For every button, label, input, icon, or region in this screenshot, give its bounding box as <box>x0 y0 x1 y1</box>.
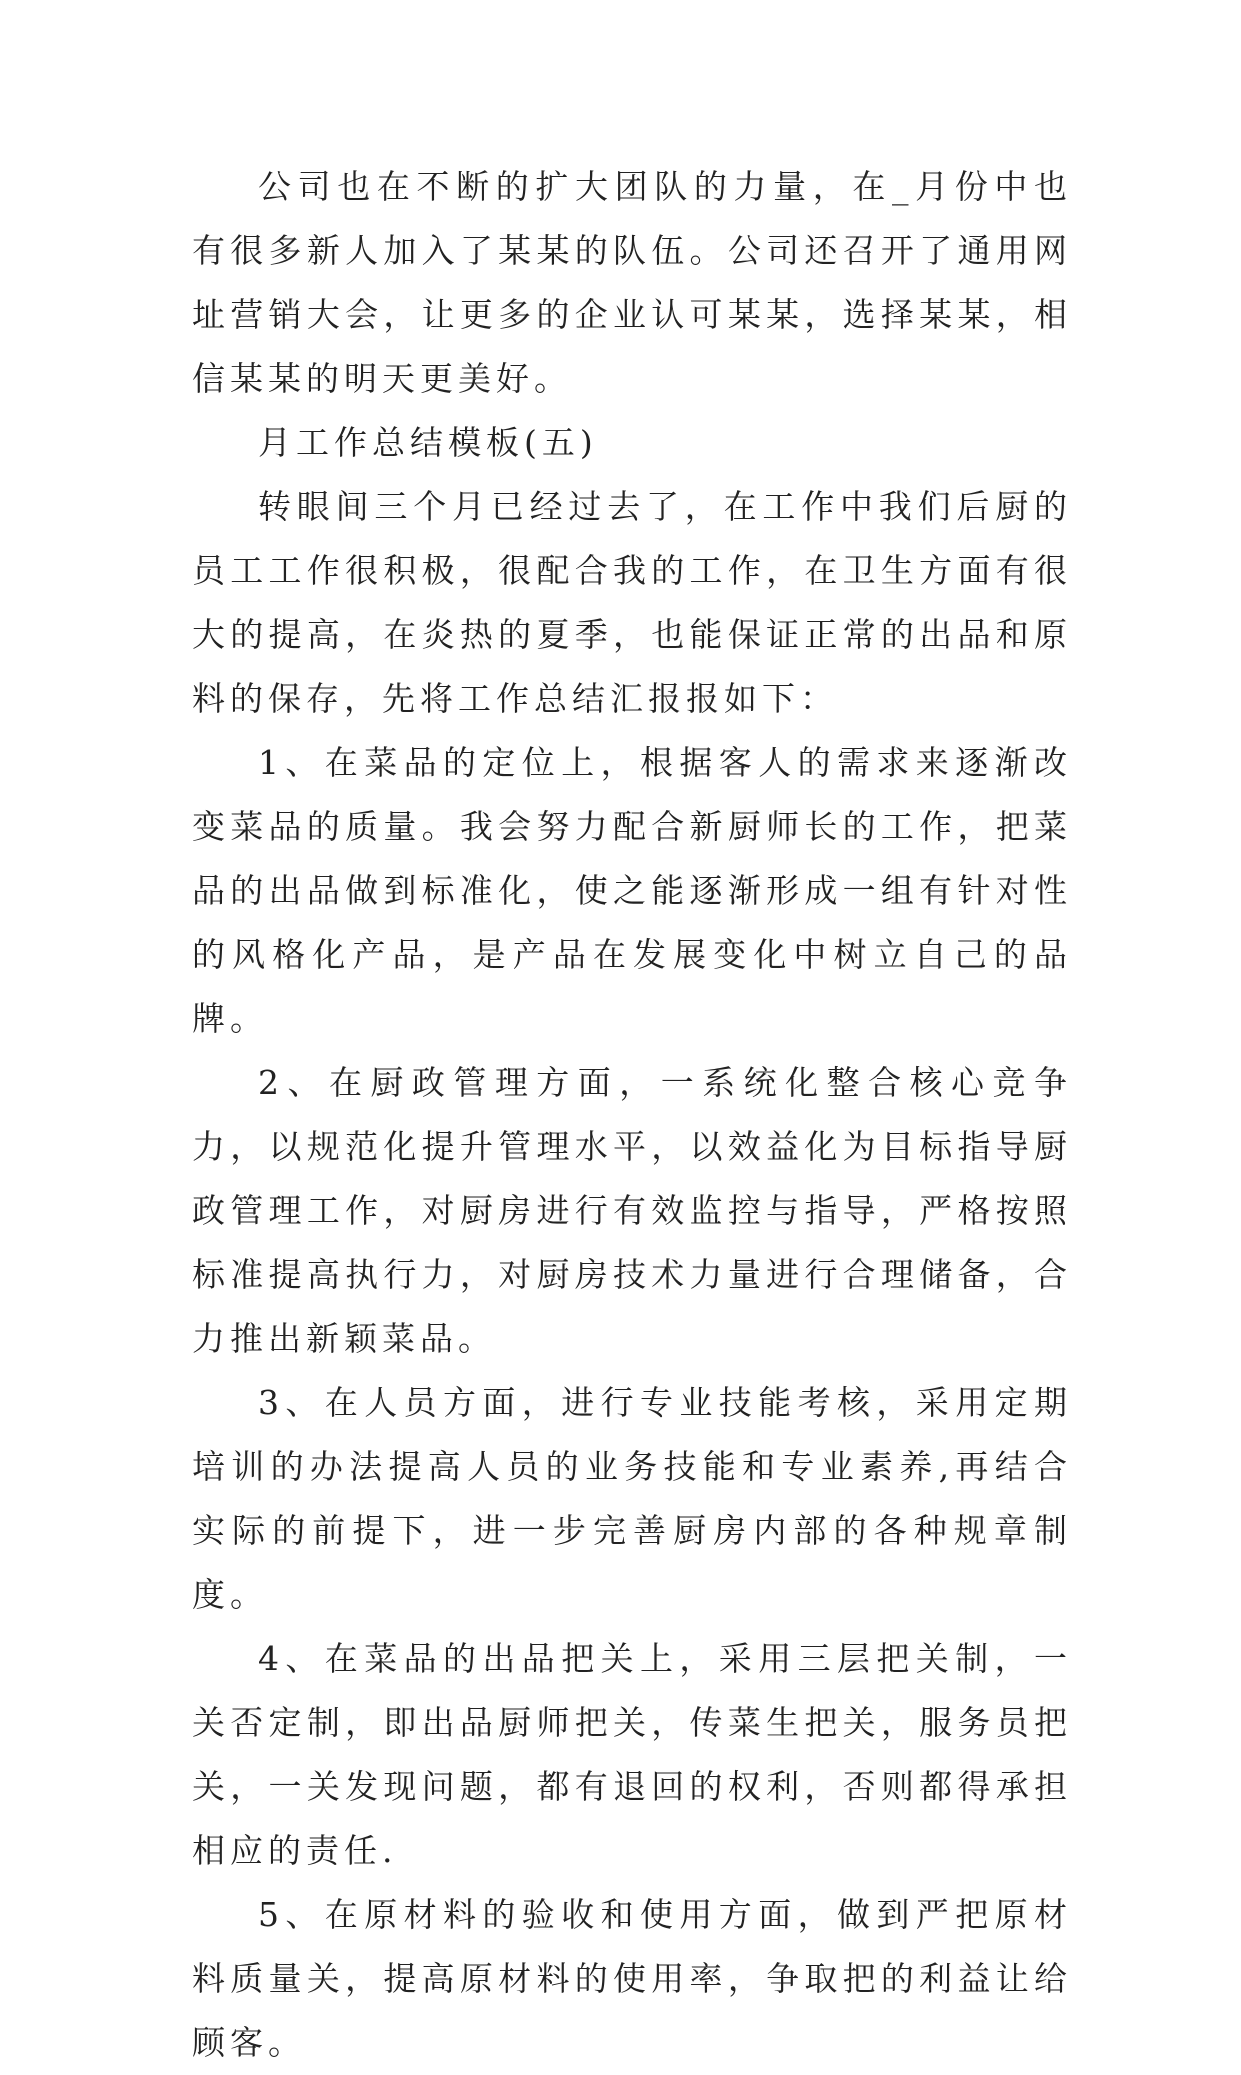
paragraph-item-1-dish-positioning: 1、在菜品的定位上，根据客人的需求来逐渐改变菜品的质量。我会努力配合新厨师长的工作，把菜品的出品做到标准化，使之能逐渐形成一组有针对性的风格化产品，是产品在发展变化中树立自己的品牌。 <box>192 743 1072 1038</box>
paragraph-item-2-kitchen-management: 2、在厨政管理方面，一系统化整合核心竞争力，以规范化提升管理水平，以效益化为目标指导厨政管理工作，对厨房进行有效监控与指导，严格按照标准提高执行力，对厨房技术力量进行合理储备，合力推出新颖菜品。 <box>192 1063 1072 1358</box>
paragraph-kitchen-summary-intro: 转眼间三个月已经过去了，在工作中我们后厨的员工工作很积极，很配合我的工作，在卫生方面有很大的提高，在炎热的夏季，也能保证正常的出品和原料的保存，先将工作总结汇报报如下： <box>192 487 1072 718</box>
section-heading-template-five: 月工作总结模板(五) <box>258 423 598 462</box>
paragraph-item-4-quality-control: 4、在菜品的出品把关上，采用三层把关制，一关否定制，即出品厨师把关，传菜生把关，服务员把关，一关发现问题，都有退回的权利，否则都得承担相应的责任. <box>192 1639 1072 1870</box>
paragraph-item-3-staff: 3、在人员方面，进行专业技能考核，采用定期培训的办法提高人员的业务技能和专业素养,再结合实际的前提下，进一步完善厨房内部的各种规章制度。 <box>192 1383 1072 1614</box>
document-body <box>192 155 1072 2075</box>
paragraph-team-growth: 公司也在不断的扩大团队的力量，在_月份中也有很多新人加入了某某的队伍。公司还召开了通用网址营销大会，让更多的企业认可某某，选择某某，相信某某的明天更美好。 <box>192 167 1072 398</box>
paragraph-item-5-raw-materials: 5、在原材料的验收和使用方面，做到严把原材料质量关，提高原材料的使用率，争取把的利益让给顾客。 <box>192 1895 1072 2062</box>
